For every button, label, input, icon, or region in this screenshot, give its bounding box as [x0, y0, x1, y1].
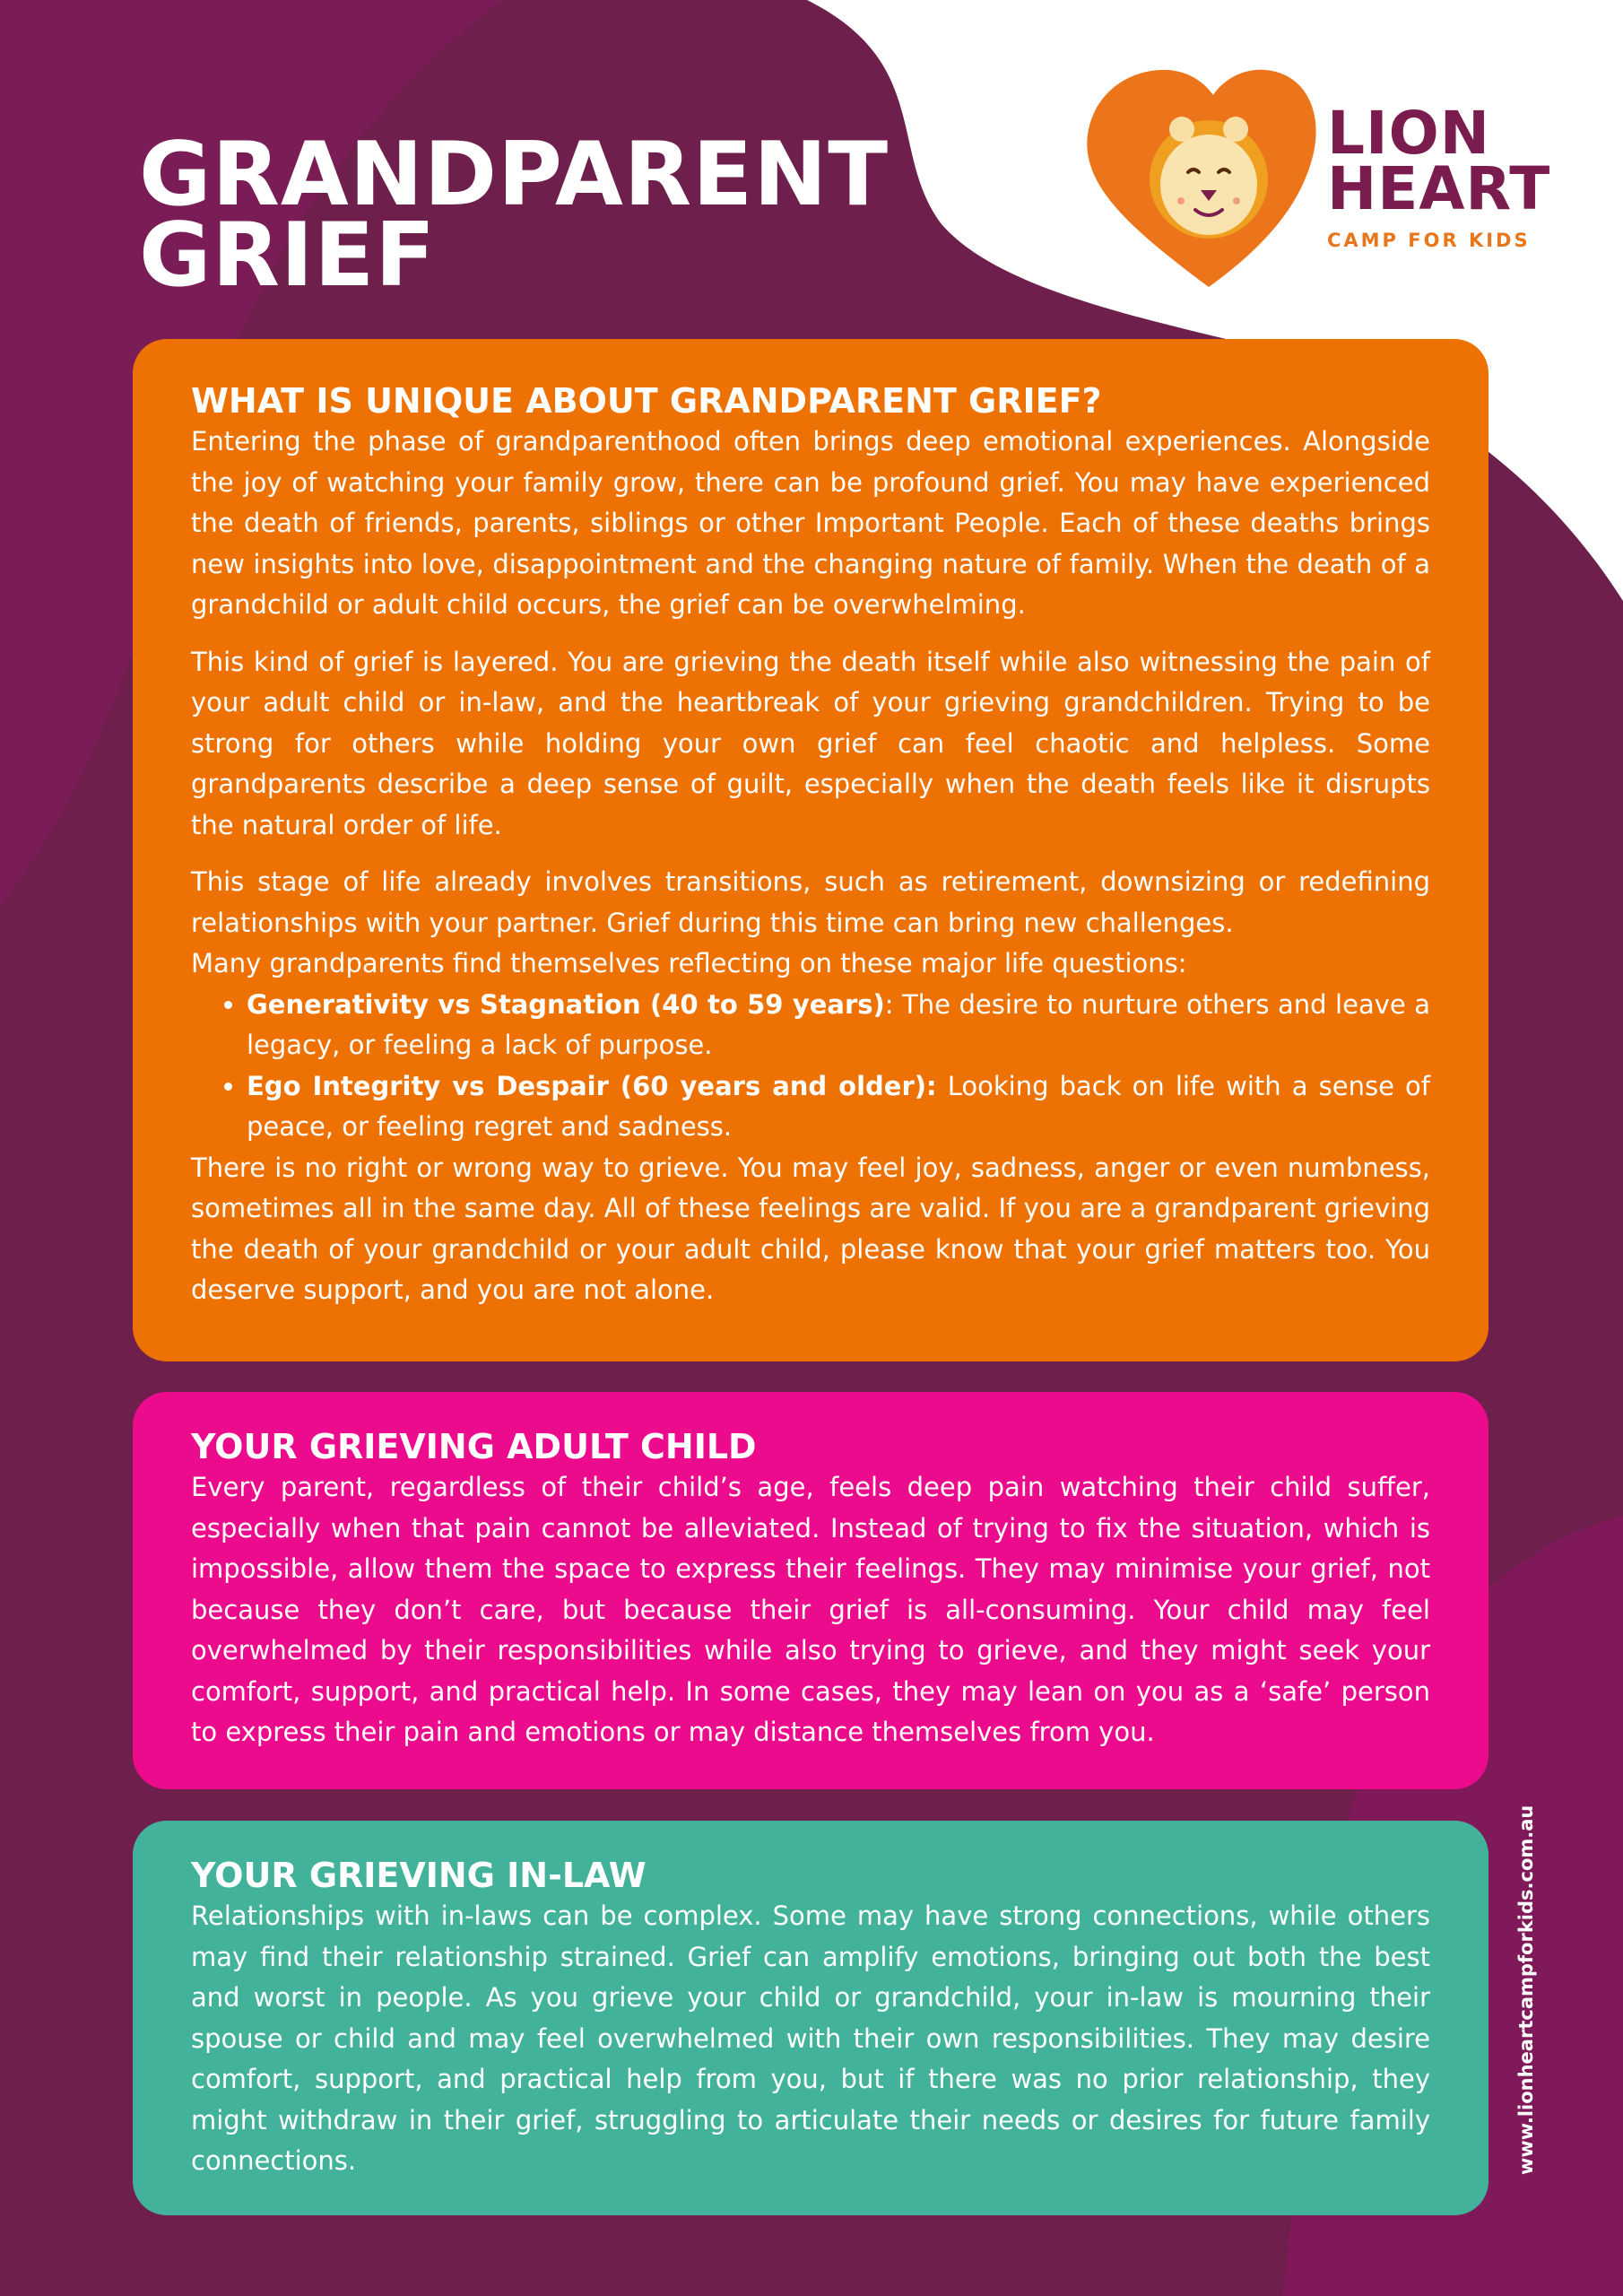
logo-wordmark: [1327, 99, 1551, 251]
life-questions-list: [191, 985, 1430, 1148]
list-item: [247, 1066, 1430, 1148]
paragraph: Every parent, regardless of their child’s age, feels deep pain watching their child suffer, especially when that pain cannot be alleviated. Instead of trying to fix the situation, which is impossible, allow them the space to express their feelings. They may minimise your grief, not because they don’t care, but because their grief is all-consuming. Your child may feel overwhelmed by their responsibilities while also trying to grieve, and they might seek your comfort, support, and practical help. In some cases, they may lean on you as a ‘safe’ person to express their pain and emotions or may distance themselves from you.: [191, 1472, 1430, 1747]
website-url: www.lionheartcampforkids.com.au: [1515, 1805, 1537, 2175]
logo-line-1: LION: [1327, 99, 1490, 168]
logo-tagline: CAMP FOR KIDS: [1327, 230, 1531, 251]
paragraph: This stage of life already involves transitions, such as retirement, downsizing or redefining relationships with your partner. Grief during this time can bring new challenges.: [191, 866, 1430, 938]
paragraph: Entering the phase of grandparenthood often brings deep emotional experiences. Alongside the joy of watching your family grow, there can be profound grief. You may have experienced the death of friends, parents, siblings or other Important People. Each of these deaths brings new insights into love, disappointment and the changing nature of family. When the death of a grandchild or adult child occurs, the grief can be overwhelming.: [191, 426, 1430, 620]
section-heading: WHAT IS UNIQUE ABOUT GRANDPARENT GRIEF?: [191, 381, 1102, 421]
section-unique-grief: [133, 339, 1488, 1361]
paragraph: There is no right or wrong way to grieve. You may feel joy, sadness, anger or even numbness, sometimes all in the same day. All of these feelings are valid. If you are a grandparent grieving the death of your grandchild or your adult child, please know that your grief matters too. You deserve support, and you are not alone.: [191, 1152, 1430, 1305]
paragraph: This kind of grief is layered. You are grieving the death itself while also witnessing the pain of your adult child or in-law, and the heartbreak of your grieving grandchildren. Trying to be strong for others while holding your own grief can feel chaotic and helpless. Some grandparents describe a deep sense of guilt, especially when the death feels like it disrupts the natural order of life.: [191, 646, 1430, 840]
title-line-2: GRIEF: [139, 204, 437, 307]
list-item-term: Ego Integrity vs Despair (60 years and older):: [247, 1070, 937, 1101]
section-heading: YOUR GRIEVING IN-LAW: [191, 1856, 647, 1895]
section-adult-child: [133, 1392, 1488, 1789]
logo-line-2: HEART: [1327, 154, 1551, 223]
list-item-text: : The desire to nurture others and leave a legacy, or feeling a lack of purpose.: [247, 988, 1430, 1060]
list-item-term: Generativity vs Stagnation (40 to 59 years): [247, 988, 885, 1020]
list-item: [247, 985, 1430, 1066]
title-line-1: GRANDPARENT: [139, 124, 890, 226]
list-item-text: Looking back on life with a sense of peace, or feeling regret and sadness.: [247, 1070, 1430, 1142]
page-title: [139, 124, 890, 307]
paragraph: Relationships with in-laws can be complex. Some may have strong connections, while others may find their relationship strained. Grief can amplify emotions, bringing out both the best and worst in people. As you grieve your child or grandchild, your in-law is mourning their spouse or child and may feel overwhelmed with their own responsibilities. They may desire comfort, support, and practical help from you, but if there was no prior relationship, they might withdraw in their grief, struggling to articulate their needs or desires for future family connections.: [191, 1900, 1430, 2176]
section-heading: YOUR GRIEVING ADULT CHILD: [191, 1427, 757, 1466]
section-in-law: [133, 1821, 1488, 2215]
paragraph: Many grandparents find themselves reflecting on these major life questions:: [191, 948, 1187, 978]
